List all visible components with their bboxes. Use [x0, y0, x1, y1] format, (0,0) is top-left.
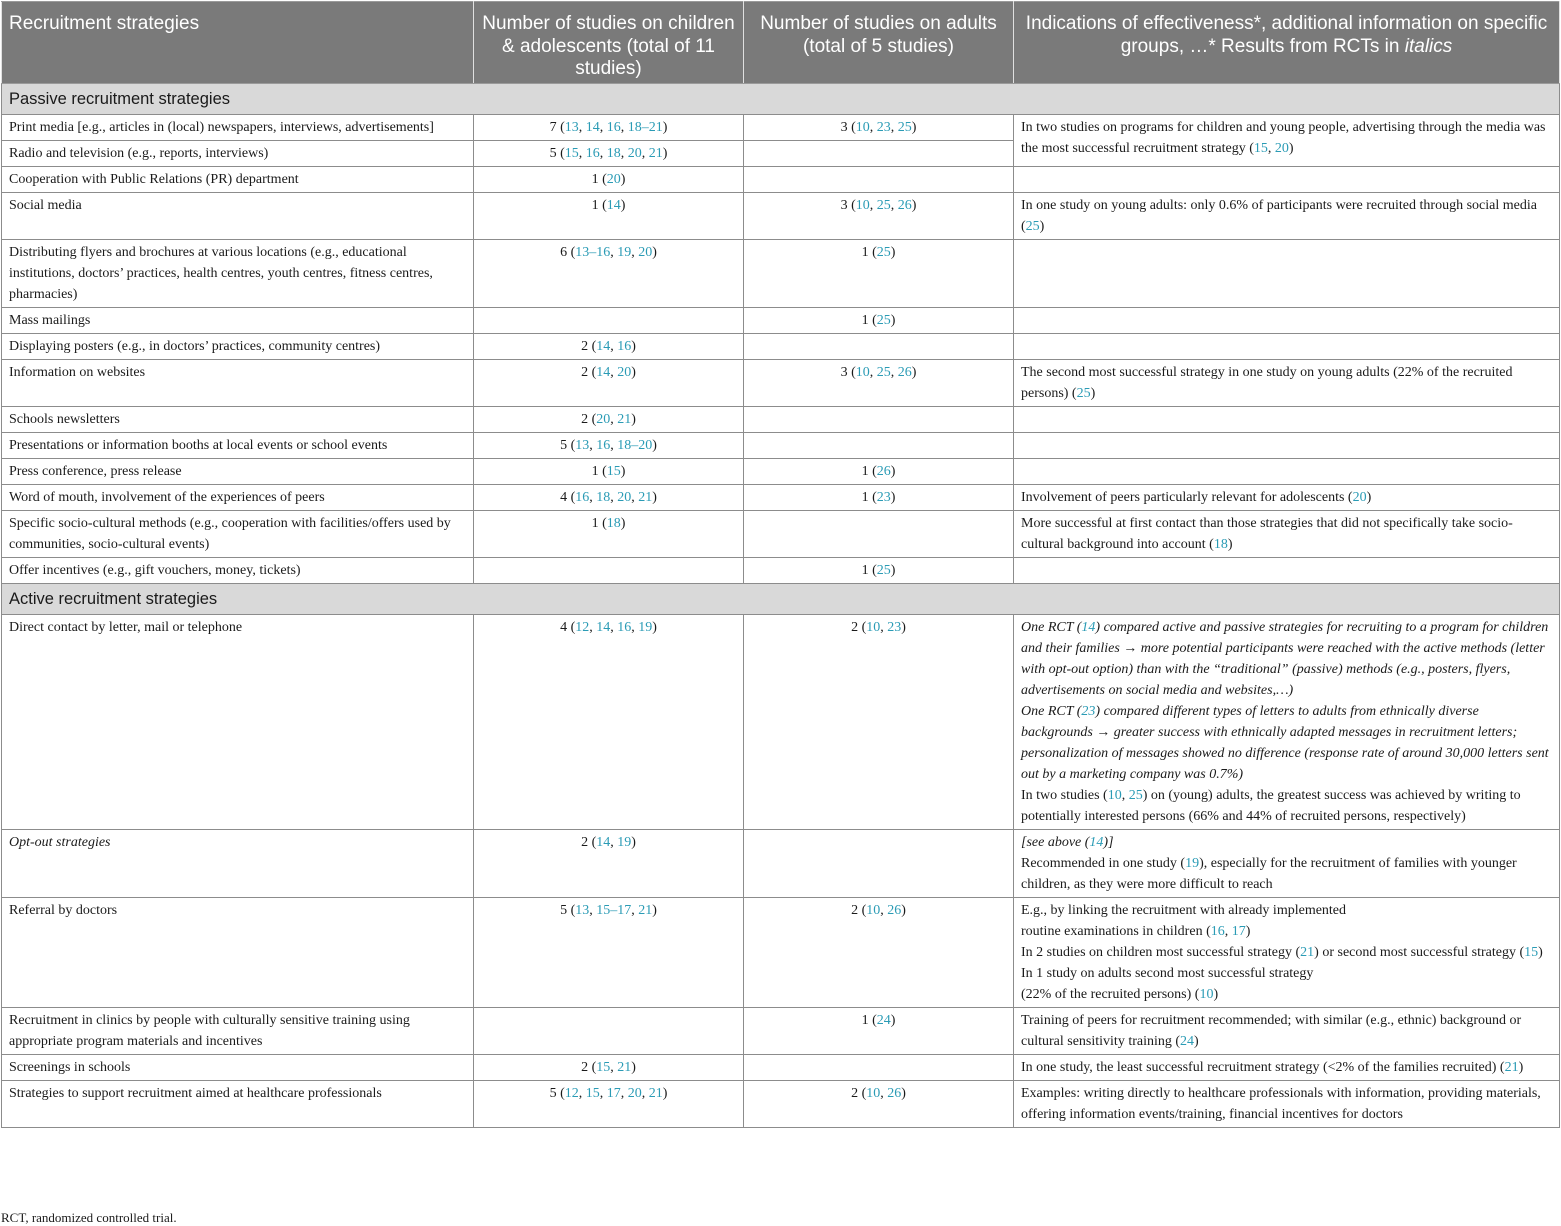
- info-cell: [1014, 406, 1560, 432]
- header-row: [2, 2, 1560, 84]
- text-segment: [see above (: [1021, 834, 1090, 850]
- reference-link[interactable]: 16: [585, 145, 600, 161]
- text-segment: ): [1194, 1033, 1199, 1049]
- strategy-cell: Cooperation with Public Relations (PR) department: [2, 166, 474, 192]
- info-cell: [1014, 614, 1560, 829]
- reference-link[interactable]: 26: [897, 197, 912, 213]
- strategy-cell: Recruitment in clinics by people with culturally sensitive training using appropriate program materials and incentives: [2, 1007, 474, 1054]
- study-count: 1: [861, 312, 869, 328]
- reference-link[interactable]: 10: [1199, 986, 1214, 1002]
- recruitment-strategies-table: [1, 1, 1560, 1128]
- reference-link[interactable]: 21: [648, 1085, 663, 1101]
- reference-link[interactable]: 25: [1128, 787, 1143, 803]
- reference-link[interactable]: 26: [876, 463, 891, 479]
- info-cell: [1014, 1007, 1560, 1054]
- table-row: [2, 192, 1560, 239]
- strategy-cell: Direct contact by letter, mail or telephone: [2, 614, 474, 829]
- info-paragraph: [1021, 942, 1552, 963]
- study-count: 5: [549, 1085, 557, 1101]
- children-count-cell: [474, 1007, 744, 1054]
- info-paragraph: [1021, 921, 1552, 942]
- study-count: 2: [581, 411, 589, 427]
- info-cell: [1014, 192, 1560, 239]
- reference-link[interactable]: 24: [876, 1012, 891, 1028]
- table-row: [2, 484, 1560, 510]
- col-header-effectiveness: [1014, 2, 1560, 84]
- children-count-cell: [474, 307, 744, 333]
- info-text: [1021, 365, 1512, 401]
- study-count: 2: [851, 902, 859, 918]
- text-segment: ): [1213, 986, 1219, 1002]
- info-paragraph: E.g., by linking the recruitment with already implemented: [1021, 902, 1347, 918]
- study-count: 3: [840, 364, 848, 380]
- study-count: 1: [591, 171, 599, 187]
- reference-link[interactable]: 15: [1524, 944, 1539, 960]
- table-row: [2, 458, 1560, 484]
- strategy-cell: Word of mouth, involvement of the experiences of peers: [2, 484, 474, 510]
- study-count: 6: [560, 244, 568, 260]
- text-segment: The second most successful strategy in one study on young adults (22% of the recruited persons) (: [1021, 364, 1513, 401]
- reference-link[interactable]: 13–16: [575, 244, 611, 260]
- info-paragraph: [1021, 701, 1552, 785]
- reference-link[interactable]: 25: [1076, 385, 1091, 401]
- info-cell: [1014, 484, 1560, 510]
- text-segment: One RCT (: [1021, 703, 1082, 719]
- adults-count-cell: [744, 510, 1014, 557]
- strategy-cell: Distributing flyers and brochures at various locations (e.g., educational institutions, doctors’ practices, health centres, youth centres, fitness centres, pharmacies): [2, 239, 474, 307]
- reference-link[interactable]: 25: [876, 364, 891, 380]
- info-paragraph: [1021, 853, 1552, 895]
- adults-count-cell: 1 (24): [744, 1007, 1014, 1054]
- reference-link[interactable]: 18: [1213, 536, 1228, 552]
- reference-link[interactable]: 12: [575, 619, 590, 635]
- text-segment: ,: [1121, 787, 1129, 803]
- text-segment: In two studies (: [1021, 787, 1108, 803]
- reference-link[interactable]: 16: [617, 338, 632, 354]
- info-cell: [1014, 1054, 1560, 1080]
- text-segment: ): [1227, 536, 1233, 552]
- children-count-cell: 4 (12, 14, 16, 19): [474, 614, 744, 829]
- reference-link[interactable]: 20: [606, 171, 621, 187]
- adults-count-cell: 1 (25): [744, 239, 1014, 307]
- info-paragraph: [1021, 984, 1552, 1005]
- text-segment: ,: [1267, 140, 1275, 156]
- text-segment: routine examinations in children (: [1021, 923, 1211, 939]
- study-count: 1: [591, 197, 599, 213]
- reference-link[interactable]: 14: [1089, 834, 1104, 850]
- adults-count-cell: [744, 406, 1014, 432]
- children-count-cell: 5 (15, 16, 18, 20, 21): [474, 140, 744, 166]
- text-segment: ): [1039, 218, 1045, 234]
- reference-link[interactable]: 10: [866, 902, 881, 918]
- reference-link[interactable]: 25: [1025, 218, 1040, 234]
- strategy-cell: Displaying posters (e.g., in doctors’ practices, community centres): [2, 333, 474, 359]
- table-row: [2, 406, 1560, 432]
- reference-link[interactable]: 23: [876, 119, 891, 135]
- text-segment: ) or second most successful strategy (: [1314, 944, 1525, 960]
- text-segment: One RCT (: [1021, 619, 1082, 635]
- reference-link[interactable]: 13: [564, 119, 579, 135]
- study-count: 2: [581, 834, 589, 850]
- children-count-cell: 5 (13, 15–17, 21): [474, 897, 744, 1007]
- adults-count-cell: 2 (10, 26): [744, 1080, 1014, 1127]
- table-row: [2, 1054, 1560, 1080]
- reference-link[interactable]: 18: [606, 145, 621, 161]
- text-segment: ) on (young) adults, the greatest success was achieved by writing to potentially interested persons (66% and 44% of recruited persons, respectively): [1021, 787, 1521, 824]
- table-row: [2, 1007, 1560, 1054]
- reference-link[interactable]: 20: [627, 145, 642, 161]
- children-count-cell: 2 (15, 21): [474, 1054, 744, 1080]
- reference-link[interactable]: 20: [627, 1085, 642, 1101]
- table-row: [2, 432, 1560, 458]
- reference-link[interactable]: 23: [887, 619, 902, 635]
- table-row: [2, 1080, 1560, 1127]
- study-count: 2: [581, 338, 589, 354]
- section-row-active: [2, 583, 1560, 614]
- adults-count-cell: 2 (10, 23): [744, 614, 1014, 829]
- adults-count-cell: 3 (10, 23, 25): [744, 114, 1014, 140]
- table-footnote: RCT, randomized controlled trial.: [1, 1210, 177, 1225]
- reference-link[interactable]: 21: [617, 1059, 632, 1075]
- adults-count-cell: [744, 432, 1014, 458]
- text-segment: ) compared different types of letters to adults from ethnically diverse backgrounds → greater success with ethnically adapted messages in recruitment letters; personalization of messages showed no difference (response rate of around 30,000 letters sent out by a marketing company was 0.7%): [1021, 703, 1549, 782]
- reference-link[interactable]: 20: [638, 244, 653, 260]
- children-count-cell: 7 (13, 14, 16, 18–21): [474, 114, 744, 140]
- section-row-passive: [2, 83, 1560, 114]
- info-cell: [1014, 239, 1560, 307]
- study-count: 2: [851, 1085, 859, 1101]
- adults-count-cell: 3 (10, 25, 26): [744, 192, 1014, 239]
- info-paragraph: [1021, 617, 1552, 701]
- children-count-cell: 6 (13–16, 19, 20): [474, 239, 744, 307]
- strategy-cell: Screenings in schools: [2, 1054, 474, 1080]
- reference-link[interactable]: 21: [1300, 944, 1315, 960]
- reference-link[interactable]: 15: [596, 1059, 611, 1075]
- reference-link[interactable]: 20: [1274, 140, 1289, 156]
- info-cell: [1014, 166, 1560, 192]
- info-paragraph: [1021, 832, 1552, 853]
- table-row: [2, 897, 1560, 1007]
- reference-link[interactable]: 10: [855, 119, 870, 135]
- reference-link[interactable]: 10: [866, 1085, 881, 1101]
- text-segment: (22% of the recruited persons) (: [1021, 986, 1200, 1002]
- table-row: [2, 359, 1560, 406]
- reference-link[interactable]: 17: [606, 1085, 621, 1101]
- reference-link[interactable]: 16: [575, 489, 590, 505]
- children-count-cell: 1 (20): [474, 166, 744, 192]
- children-count-cell: 4 (16, 18, 20, 21): [474, 484, 744, 510]
- reference-link[interactable]: 16: [596, 437, 611, 453]
- text-segment: ): [1538, 944, 1543, 960]
- children-count-cell: 2 (14, 16): [474, 333, 744, 359]
- reference-link[interactable]: 14: [596, 364, 611, 380]
- table-row: [2, 614, 1560, 829]
- reference-link[interactable]: 12: [564, 1085, 579, 1101]
- adults-count-cell: [744, 333, 1014, 359]
- info-cell: [1014, 897, 1560, 1007]
- table-row: [2, 557, 1560, 583]
- text-segment: ): [1288, 140, 1294, 156]
- table-row: [2, 166, 1560, 192]
- strategy-cell: Referral by doctors: [2, 897, 474, 1007]
- reference-link[interactable]: 18: [606, 515, 621, 531]
- info-text: [1021, 1060, 1523, 1075]
- info-cell: [1014, 510, 1560, 557]
- col-header-effectiveness-text: Indications of effectiveness*, additional information on specific groups, …* Results from RCTs in: [1025, 13, 1548, 57]
- study-count: 1: [591, 463, 599, 479]
- reference-link[interactable]: 23: [1081, 703, 1096, 719]
- study-count: 1: [861, 463, 869, 479]
- reference-link[interactable]: 26: [887, 1085, 902, 1101]
- col-header-italics-word: italics: [1404, 35, 1453, 57]
- adults-count-cell: 1 (26): [744, 458, 1014, 484]
- info-cell: Examples: writing directly to healthcare professionals with information, providing materials, offering information events/training, financial incentives for doctors: [1014, 1080, 1560, 1127]
- study-count: 5: [549, 145, 557, 161]
- reference-link[interactable]: 14: [585, 119, 600, 135]
- info-cell: [1014, 829, 1560, 897]
- reference-link[interactable]: 26: [887, 902, 902, 918]
- col-header-children: Number of studies on children & adolescents (total of 11 studies): [474, 2, 744, 84]
- children-count-cell: 1 (15): [474, 458, 744, 484]
- study-count: 3: [840, 119, 848, 135]
- reference-link[interactable]: 25: [897, 119, 912, 135]
- adults-count-cell: [744, 829, 1014, 897]
- reference-link[interactable]: 18–21: [627, 119, 663, 135]
- info-text: [1021, 1013, 1521, 1049]
- text-segment: ), especially for the recruitment of families with younger children, as they were more difficult to reach: [1021, 855, 1517, 892]
- strategy-cell: Schools newsletters: [2, 406, 474, 432]
- info-cell: [1014, 333, 1560, 359]
- strategy-cell: Strategies to support recruitment aimed at healthcare professionals: [2, 1080, 474, 1127]
- section-title-passive: Passive recruitment strategies: [2, 83, 1560, 114]
- text-segment: Involvement of peers particularly relevant for adolescents (: [1021, 489, 1353, 505]
- reference-link[interactable]: 13: [575, 902, 590, 918]
- text-segment: ) compared active and passive strategies for recruiting to a program for children and their families → more potential participants were reached with the active methods (letter with opt-out option) than with the “traditional” (passive) methods (e.g., posters, flyers, advertisements on social media and websites,…): [1021, 619, 1549, 698]
- study-count: 1: [861, 1012, 869, 1028]
- info-cell: [1014, 557, 1560, 583]
- reference-link[interactable]: 14: [596, 619, 611, 635]
- text-segment: ,: [1224, 923, 1232, 939]
- study-count: 2: [581, 1059, 589, 1075]
- children-count-cell: [474, 557, 744, 583]
- strategy-cell: Social media: [2, 192, 474, 239]
- study-count: 5: [560, 902, 568, 918]
- adults-count-cell: 2 (10, 26): [744, 897, 1014, 1007]
- study-count: 5: [560, 437, 568, 453]
- reference-link[interactable]: 20: [617, 489, 632, 505]
- col-header-adults: Number of studies on adults (total of 5 studies): [744, 2, 1014, 84]
- study-count: 4: [560, 489, 568, 505]
- study-count: 3: [840, 197, 848, 213]
- info-cell: [1014, 359, 1560, 406]
- study-count: 2: [851, 619, 859, 635]
- reference-link[interactable]: 23: [876, 489, 891, 505]
- strategy-cell: Offer incentives (e.g., gift vouchers, money, tickets): [2, 557, 474, 583]
- reference-link[interactable]: 25: [876, 562, 891, 578]
- reference-link[interactable]: 14: [596, 834, 611, 850]
- children-count-cell: 1 (18): [474, 510, 744, 557]
- text-segment: ): [1366, 489, 1372, 505]
- reference-link[interactable]: 14: [596, 338, 611, 354]
- adults-count-cell: 3 (10, 25, 26): [744, 359, 1014, 406]
- text-segment: ): [1090, 385, 1096, 401]
- text-segment: ): [1245, 923, 1251, 939]
- text-segment: More successful at first contact than those strategies that did not specifically take socio-cultural background into account (: [1021, 515, 1513, 552]
- study-count: 4: [560, 619, 568, 635]
- study-count: 7: [549, 119, 557, 135]
- adults-count-cell: [744, 140, 1014, 166]
- reference-link[interactable]: 13: [575, 437, 590, 453]
- reference-link[interactable]: 19: [638, 619, 653, 635]
- children-count-cell: 1 (14): [474, 192, 744, 239]
- study-count: 1: [861, 244, 869, 260]
- children-count-cell: 5 (13, 16, 18–20): [474, 432, 744, 458]
- reference-link[interactable]: 25: [876, 197, 891, 213]
- reference-link[interactable]: 10: [855, 197, 870, 213]
- table-row: [2, 333, 1560, 359]
- adults-count-cell: 1 (25): [744, 557, 1014, 583]
- table-row: [2, 239, 1560, 307]
- strategy-cell: Information on websites: [2, 359, 474, 406]
- reference-link[interactable]: 18: [596, 489, 611, 505]
- info-text: [1021, 490, 1371, 505]
- strategy-cell: Radio and television (e.g., reports, interviews): [2, 140, 474, 166]
- reference-link[interactable]: 26: [897, 364, 912, 380]
- reference-link[interactable]: 18–20: [617, 437, 653, 453]
- reference-link[interactable]: 16: [1210, 923, 1225, 939]
- info-cell: [1014, 458, 1560, 484]
- reference-link[interactable]: 15: [606, 463, 621, 479]
- text-segment: ): [1518, 1059, 1524, 1075]
- study-count: 1: [591, 515, 599, 531]
- table-row: [2, 510, 1560, 557]
- strategy-cell: Specific socio-cultural methods (e.g., cooperation with facilities/offers used by communities, socio-cultural events): [2, 510, 474, 557]
- adults-count-cell: 1 (25): [744, 307, 1014, 333]
- col-header-strategies: Recruitment strategies: [2, 2, 474, 84]
- info-text: [1021, 120, 1546, 156]
- reference-link[interactable]: 17: [1231, 923, 1246, 939]
- text-segment: )]: [1103, 834, 1114, 850]
- text-segment: In one study on young adults: only 0.6% of participants were recruited through social media (: [1021, 197, 1537, 234]
- reference-link[interactable]: 15: [1253, 140, 1268, 156]
- reference-link[interactable]: 16: [606, 119, 621, 135]
- reference-link[interactable]: 25: [876, 312, 891, 328]
- reference-link[interactable]: 14: [1081, 619, 1096, 635]
- reference-link[interactable]: 21: [648, 145, 663, 161]
- reference-link[interactable]: 24: [1180, 1033, 1195, 1049]
- reference-link[interactable]: 19: [617, 244, 632, 260]
- reference-link[interactable]: 19: [1185, 855, 1200, 871]
- reference-link[interactable]: 10: [866, 619, 881, 635]
- children-count-cell: 2 (20, 21): [474, 406, 744, 432]
- adults-count-cell: 1 (23): [744, 484, 1014, 510]
- info-paragraph: In 1 study on adults second most successful strategy: [1021, 965, 1314, 981]
- reference-link[interactable]: 10: [855, 364, 870, 380]
- info-text: [1021, 198, 1537, 234]
- reference-link[interactable]: 15: [564, 145, 579, 161]
- children-count-cell: 2 (14, 19): [474, 829, 744, 897]
- info-paragraph: [1021, 785, 1552, 827]
- strategy-cell: Presentations or information booths at local events or school events: [2, 432, 474, 458]
- reference-link[interactable]: 14: [606, 197, 621, 213]
- reference-link[interactable]: 21: [638, 902, 653, 918]
- reference-link[interactable]: 21: [617, 411, 632, 427]
- study-count: 2: [581, 364, 589, 380]
- adults-count-cell: [744, 166, 1014, 192]
- info-cell: [1014, 307, 1560, 333]
- study-count: 1: [861, 562, 869, 578]
- strategy-cell: Opt-out strategies: [2, 829, 474, 897]
- reference-link[interactable]: 15: [585, 1085, 600, 1101]
- info-cell: [1014, 114, 1560, 166]
- reference-link[interactable]: 19: [617, 834, 632, 850]
- table-row: [2, 829, 1560, 897]
- reference-link[interactable]: 20: [1352, 489, 1367, 505]
- text-segment: In 2 studies on children most successful strategy (: [1021, 944, 1301, 960]
- reference-link[interactable]: 21: [638, 489, 653, 505]
- reference-link[interactable]: 10: [1107, 787, 1122, 803]
- study-count: 1: [861, 489, 869, 505]
- table-row: [2, 114, 1560, 140]
- text-segment: In one study, the least successful recruitment strategy (<2% of the families recruited) (: [1021, 1059, 1505, 1075]
- info-cell: [1014, 432, 1560, 458]
- info-text: [1021, 516, 1513, 552]
- section-title-active: Active recruitment strategies: [2, 583, 1560, 614]
- reference-link[interactable]: 20: [617, 364, 632, 380]
- strategy-cell: Print media [e.g., articles in (local) newspapers, interviews, advertisements]: [2, 114, 474, 140]
- reference-link[interactable]: 21: [1504, 1059, 1519, 1075]
- text-segment: Training of peers for recruitment recommended; with similar (e.g., ethnic) background or cultural sensitivity training (: [1021, 1012, 1522, 1049]
- text-segment: In two studies on programs for children and young people, advertising through the media was the most successful recruitment strategy (: [1021, 119, 1546, 156]
- reference-link[interactable]: 16: [617, 619, 632, 635]
- reference-link[interactable]: 20: [596, 411, 611, 427]
- children-count-cell: 5 (12, 15, 17, 20, 21): [474, 1080, 744, 1127]
- children-count-cell: 2 (14, 20): [474, 359, 744, 406]
- text-segment: Recommended in one study (: [1021, 855, 1186, 871]
- reference-link[interactable]: 15–17: [596, 902, 632, 918]
- table-row: [2, 307, 1560, 333]
- strategy-cell: Press conference, press release: [2, 458, 474, 484]
- reference-link[interactable]: 25: [876, 244, 891, 260]
- strategy-cell: Mass mailings: [2, 307, 474, 333]
- adults-count-cell: [744, 1054, 1014, 1080]
